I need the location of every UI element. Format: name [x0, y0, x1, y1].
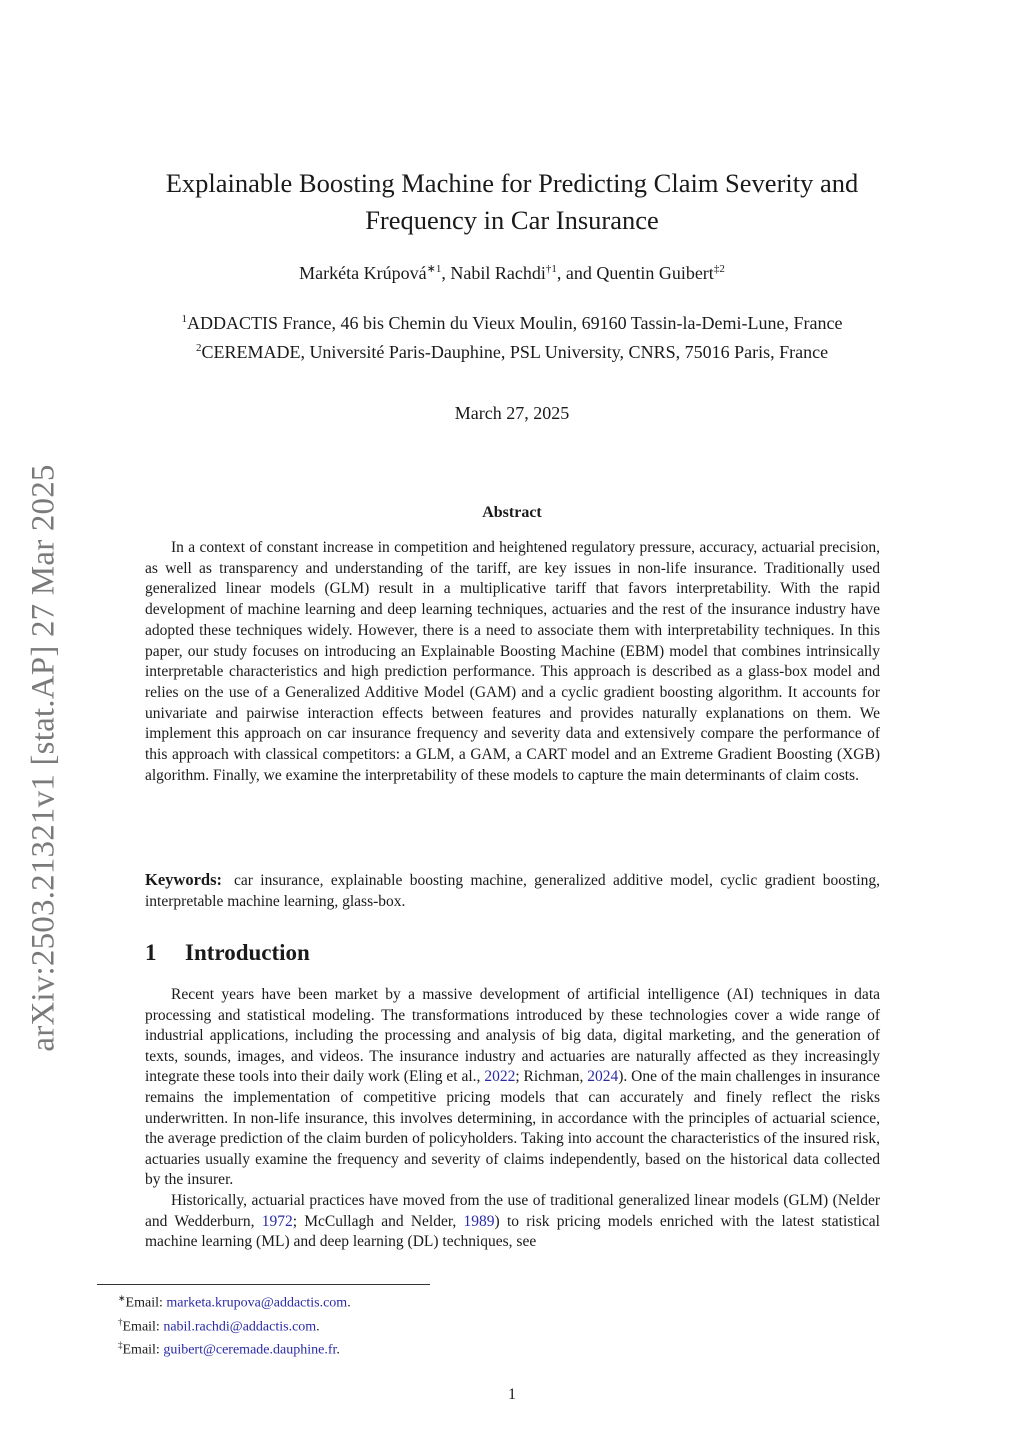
affiliation-mark: 1 — [181, 313, 188, 325]
footnote-mark: ∗ — [118, 1293, 126, 1303]
paragraph-text: ; McCullagh and Nelder, — [292, 1212, 464, 1230]
affiliation — [80, 307, 944, 336]
section-heading — [145, 940, 310, 966]
author-name: Quentin Guibert — [596, 263, 714, 283]
introduction-body — [145, 985, 880, 1253]
email-link[interactable]: nabil.rachdi@addactis.com — [163, 1319, 317, 1335]
affiliation-list — [80, 307, 944, 365]
footnote — [118, 1289, 351, 1313]
publication-date: March 27, 2025 — [454, 403, 570, 423]
citation-link[interactable]: 1972 — [261, 1212, 293, 1230]
citation-link[interactable]: 2022 — [484, 1068, 516, 1086]
paper-title — [100, 165, 924, 239]
author-marks: ‡2 — [713, 263, 725, 275]
title-line-1: Explainable Boosting Machine for Predicting Claim Severity and — [165, 168, 859, 198]
author-separator: , and — [556, 263, 597, 283]
citation-link[interactable]: 2024 — [587, 1068, 619, 1086]
author-separator: , — [441, 263, 451, 283]
footnote-label: Email: — [122, 1319, 164, 1335]
author-list — [100, 262, 924, 284]
footnote-mark: † — [118, 1316, 123, 1327]
footnote-end: . — [347, 1295, 351, 1311]
footnote-label: Email: — [122, 1342, 164, 1358]
footnote-end: . — [336, 1342, 340, 1358]
title-line-2: Frequency in Car Insurance — [365, 205, 659, 235]
author-name: Nabil Rachdi — [450, 263, 546, 283]
paragraph — [145, 1191, 880, 1253]
paragraph-text: ). One of the main challenges in insurance remains the implementation of competitive pricing models that can accurately and finely reflect the risks underwritten. In non-life insurance, this involves determining, in accordance with the principles of actuarial science, the average prediction of the claim burden of policyholders. Taking into account the characteristics of the insured risk, actuaries usually examine the frequency and severity of claims independently, based on the historical data collected by the insurer. — [145, 1068, 880, 1189]
paragraph-text: Historically, actuarial practices have moved from the use of traditional generalized linear models (GLM) (Nelder and Wedderburn, — [145, 1191, 880, 1230]
footnote — [118, 1336, 351, 1360]
paragraph-text: ) to risk pricing models enriched with the latest statistical machine learning (ML) and deep learning (DL) techniques, see — [145, 1212, 880, 1251]
abstract-heading: Abstract — [482, 504, 542, 521]
keywords-text: car insurance, explainable boosting machine, generalized additive model, cyclic gradient boosting, interpretable machine learning, glass-box. — [145, 872, 880, 910]
keywords-label: Keywords: — [145, 870, 222, 889]
citation-link[interactable]: 1989 — [463, 1212, 495, 1230]
footnote — [118, 1313, 351, 1337]
paragraph-text: Recent years have been market by a massive development of artificial intelligence (AI) techniques in data processing and statistical modeling. The transformations introduced by these technologies cover a wide range of industrial applications, including the processing and analysis of big data, digital marketing, and the generation of texts, sounds, images, and videos. The insurance industry and actuaries are naturally affected as they increasingly integrate these tools into their daily work (Eling et al., — [145, 986, 880, 1086]
affiliation-text: CEREMADE, Université Paris-Dauphine, PSL University, CNRS, 75016 Paris, France — [201, 342, 829, 362]
email-link[interactable]: guibert@ceremade.dauphine.fr — [163, 1342, 337, 1358]
affiliation — [80, 336, 944, 365]
page-number: 1 — [508, 1386, 516, 1403]
paragraph — [145, 985, 880, 1191]
section-number: 1 — [145, 940, 157, 965]
keywords-block — [145, 870, 880, 912]
author-name: Markéta Krúpová — [299, 263, 427, 283]
footnote-divider — [97, 1284, 430, 1285]
email-link[interactable]: marketa.krupova@addactis.com — [166, 1295, 348, 1311]
arxiv-identifier-stamp: arXiv:2503.21321v1 [stat.AP] 27 Mar 2025 — [25, 464, 62, 1052]
affiliation-text: ADDACTIS France, 46 bis Chemin du Vieux Moulin, 69160 Tassin-la-Demi-Lune, France — [187, 313, 843, 333]
abstract-text: In a context of constant increase in competition and heightened regulatory pressure, accuracy, actuarial precision, as well as transparency and understanding of the tariff, are key issues in non-life insurance. Traditionally used generalized linear models (GLM) result in a multiplicative tariff that favors interpretability. With the rapid development of machine learning and deep learning techniques, actuaries and the rest of the insurance industry have adopted these techniques widely. However, there is a need to associate them with interpretability techniques. In this paper, our study focuses on introducing an Explainable Boosting Machine (EBM) model that combines intrinsically interpretable characteristics and high prediction performance. This approach is described as a glass-box model and relies on the use of a Generalized Additive Model (GAM) and a cyclic gradient boosting algorithm. It accounts for univariate and pairwise interaction effects between features and provides naturally explanations on them. We implement this approach on car insurance frequency and severity data and extensively compare the performance of this approach with classical competitors: a GLM, a GAM, a CART model and an Extreme Gradient Boosting (XGB) algorithm. Finally, we examine the interpretability of these models to capture the main determinants of claim costs. — [145, 539, 880, 784]
author-marks: †1 — [545, 263, 557, 275]
footnotes — [118, 1289, 351, 1360]
section-title: Introduction — [185, 940, 310, 965]
paragraph-text: ; Richman, — [515, 1068, 588, 1086]
footnote-end: . — [316, 1319, 320, 1335]
footnote-mark: ‡ — [118, 1340, 123, 1351]
affiliation-mark: 2 — [195, 342, 202, 354]
footnote-label: Email: — [125, 1295, 167, 1311]
author-marks: ∗1 — [426, 263, 442, 275]
